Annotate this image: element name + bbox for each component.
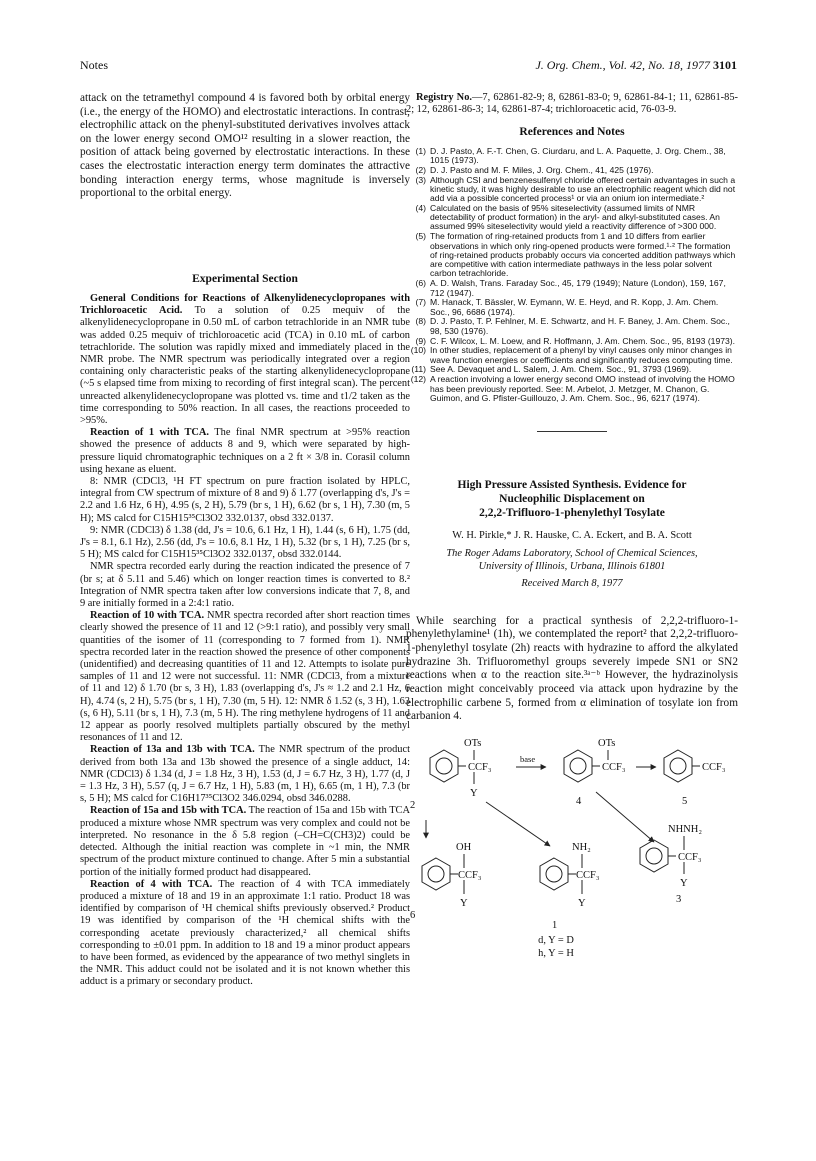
- label-ccf3-2: CCF₃: [468, 762, 492, 774]
- reference-item: [406, 147, 738, 166]
- references-title: References and Notes: [519, 126, 625, 139]
- reference-item: [406, 346, 738, 365]
- benzene-ring-3: [640, 840, 668, 872]
- label-y-3: Y: [680, 878, 688, 890]
- reference-number: (4): [415, 202, 426, 213]
- reference-item: [406, 166, 738, 175]
- benzene-ring-5: [664, 750, 692, 782]
- reference-text: D. J. Pasto and M. F. Miles, J. Org. Chem., 41, 425 (1976).: [430, 164, 654, 175]
- references-list: [406, 147, 738, 404]
- reference-number: (8): [415, 316, 426, 327]
- label-ccf3-5: CCF₃: [702, 762, 726, 774]
- reference-item: [406, 317, 738, 336]
- experimental-paragraph: [80, 610, 410, 744]
- reference-number: (9): [415, 335, 426, 346]
- experimental-paragraph: [80, 293, 410, 427]
- reference-text: M. Hanack, T. Bässler, W. Eymann, W. E. Heyd, and R. Kopp, J. Am. Chem. Soc., 96, 6686 (1974).: [430, 297, 719, 317]
- paragraph-text: To a solution of 0.25 mequiv of the alkenylidenecyclopropane in 0.50 mL of carbon tetrachloride in an NMR tube was added 0.25 mequiv of trichloroacetic acid (TCA) in 0.10 mL of carbon tetrachloride. The solution was rapidly mixed and immediately placed in the NMR probe. The NMR spectrum was periodically integrated over a region containing only characteristic peaks of the starting alkenylidenecyclopropane (~5 s elapsed time from mixing to recording of first integral scan). The percent unreacted alkenylidenecyclopropane was plotted vs. time and t1/2 taken as the time corresponding to 50% reaction. In all cases, the reactions proceeded to >95%.: [80, 305, 410, 426]
- benzene-ring-2: [430, 750, 458, 782]
- reference-number: (10): [410, 345, 426, 356]
- reference-item: [406, 375, 738, 403]
- reference-number: (12): [410, 374, 426, 385]
- paragraph-text: The final NMR spectrum at >95% reaction showed the presence of adducts 8 and 9, which were separated by high-pressure liquid chromatographic techniques on a 2 ft × 3/8 in. Corasil column using hexane as eluent.: [80, 427, 410, 475]
- experimental-section-title: Experimental Section: [192, 272, 298, 285]
- experimental-paragraph: [80, 805, 410, 878]
- reference-text: C. F. Wilcox, L. M. Loew, and R. Hoffmann, J. Am. Chem. Soc., 95, 8193 (1973).: [430, 335, 736, 346]
- label-nh2-1: NH₂: [572, 842, 591, 854]
- label-oh-6: OH: [456, 842, 472, 854]
- article-divider: [537, 431, 607, 432]
- registry-label: Registry No.: [416, 92, 472, 103]
- running-header-left: Notes: [80, 58, 108, 72]
- experimental-paragraphs: [80, 293, 410, 989]
- registry-text: —7, 62861-82-9; 8, 62861-83-0; 9, 62861-84-1; 11, 62861-85-2; 12, 62861-86-3; 14, 62861-87-4; trichloroacetic acid, 76-03-9.: [406, 92, 738, 116]
- reference-item: [406, 298, 738, 317]
- reference-number: (3): [415, 174, 426, 185]
- article-authors: W. H. Pirkle,* J. R. Hauske, C. A. Eckert, and B. A. Scott: [452, 530, 692, 542]
- benzene-ring-6: [422, 858, 450, 890]
- label-ots-4: OTs: [598, 738, 616, 750]
- legend-line: d, Y = D: [538, 935, 574, 947]
- reference-text: D. J. Pasto, T. P. Fehlner, M. E. Schwartz, and H. F. Baney, J. Am. Chem. Soc., 98, 530 (1976).: [430, 316, 730, 336]
- paragraph-text: The reaction of 15a and 15b with TCA produced a mixture whose NMR spectrum was very complex and could not be interpreted. No resonance in the δ 5.8 region (–CH=C(CH3)2) could be detected. Although the initial reaction was complete in ~1 min, the NMR spectrum of the product mixture continued to change. After 5 min a substantial portion of the initially formed product had disappeared.: [80, 805, 410, 878]
- article-title-line: High Pressure Assisted Synthesis. Evidence for: [457, 479, 687, 492]
- reaction-arrow-4-to-3: [596, 792, 654, 842]
- article-title-line: Nucleophilic Displacement on: [499, 493, 645, 506]
- paragraph-text: NMR spectra recorded early during the reaction indicated the presence of 7 (br s; at δ 5.11 and 5.46) which on longer reaction times is converted to 8.² Integration of NMR spectra taken after low conversions indicate that 7, 8, and 9 are initially formed in a 2:4:1 ratio.: [80, 561, 410, 610]
- label-nhnh2-3: NHNH₂: [668, 824, 702, 836]
- label-ots-2: OTs: [464, 738, 482, 750]
- paragraph-text: 8: NMR (CDCl3, ¹H FT spectrum on pure fraction isolated by HPLC, integral from CW spectrum of mixture of 8 and 9) δ 1.77 (overlapping d's, J's = 2.2 and 1.6 Hz, 6 H), 4.95 (s, 2 H), 5.79 (br s, 1 H), 6.62 (br s, 1 H), 7.30 (m, 5 H); MS calcd for C15H15³⁵Cl3O2 332.0137, obsd 332.0137.: [80, 476, 410, 524]
- benzene-ring-4: [564, 750, 592, 782]
- paragraph-text: NMR spectra recorded after short reaction times clearly showed the presence of 11 and 12 (>9:1 ratio), and possibly very small quantities of the isomer of 11 (corresponding to 7 formed from 1). NMR spectra recorded later in the reaction showed the presence of other components (unidentified) and decreasing quantities of 11 and 12. Attempts to isolate pure samples of 11 and 12 were not successful. 11: NMR (CDCl3, from a mixture of 11 and 12) δ 1.70 (br s, 3 H), 1.83 (overlapping d's, J's ≈ 1.2 and 2.1 Hz, 6 H), 4.74 (s, 2 H), 5.75 (br s, 1 H), 7.30 (m, 5 H). 12: NMR δ 1.52 (s, 3 H), 1.63 (s, 6 H), 5.11 (br s, 1 H), 7.3 (m, 5 H). The ring methylene hydrogens of 11 and 12 appear as poorly resolved multiplets partially obscured by the methyl resonances of 11 and 12.: [80, 610, 410, 744]
- reference-number: (2): [415, 164, 426, 175]
- article-title-line: 2,2,2-Trifluoro-1-phenylethyl Tosylate: [479, 507, 665, 520]
- reference-number: (6): [415, 278, 426, 289]
- intro-paragraph: attack on the tetramethyl compound 4 is favored both by orbital energy (i.e., the energy of the HOMO) and electrostatic interactions. In contrast, electrophilic attack on the phenyl-substituted derivatives involves attack on the lower energy second OMO¹² resulting in a slower reaction, the position of attack being governed by electrostatic interactions. In these cases the electrostatic interaction energy term dominates the attractive bonding interaction energy terms, whose magnitude is inversely proportional to the orbital energy.: [80, 92, 410, 200]
- affiliation-line: University of Illinois, Urbana, Illinois 61801: [478, 560, 666, 572]
- paragraph-text: The NMR spectrum of the product derived from both 13a and 13b showed the presence of a single adduct, 14: NMR (CDCl3) δ 1.34 (d, J = 1.8 Hz, 3 H), 1.53 (d, J = 6.7 Hz, 3 H), 1.77 (d, J = 1.3 Hz, 3 H), 5.57 (q, J = 6.7 Hz, 1 H), 5.83 (m, 1 H), 6.65 (m, 1 H), 7.3 (br s, 5 H); MS calcd for C16H17³⁵Cl3O2 346.0294, obsd 346.0288.: [80, 744, 410, 805]
- reference-number: (1): [415, 145, 426, 156]
- benzene-ring-1: [540, 858, 568, 890]
- experimental-paragraph: [80, 879, 410, 989]
- label-num-4: 4: [576, 796, 582, 808]
- paragraph-runin-heading: Reaction of 13a and 13b with TCA.: [90, 744, 255, 756]
- article-body: While searching for a practical synthesis of 2,2,2-trifluoro-1-phenylethylamine¹ (1h), we contemplated the report² that 2,2,2-trifluoro-1-phenylethyl tosylate (2h) reacts with hydrazine to afford the alkylated hydrazine 3h. Trifluoromethyl groups severely impede SN1 or SN2 reactions when α to the reaction site.³ᵃ⁻ᵇ However, the hydrazinolysis reaction might conceivably proceed via attack upon hydrazine by the electrophilic carbene 5, formed from α elimination of tosylate ion from carbanion 4.: [406, 614, 738, 723]
- page-number: 3101: [713, 58, 737, 72]
- paragraph-runin-heading: Reaction of 1 with TCA.: [90, 427, 209, 439]
- label-num-1: 1: [552, 920, 558, 932]
- reference-number: (5): [415, 231, 426, 242]
- experimental-paragraph: [80, 525, 410, 562]
- label-num-3: 3: [676, 894, 682, 906]
- paragraph-text: The reaction of 4 with TCA immediately produced a mixture of 18 and 19 in an approximate 1:1 ratio. Product 18 was identified by comparison of ¹H chemical shifts previously observed.² Product 19 was identified by comparison of the ¹H chemical shifts with the corresponding acetate previously characterized,² all chemical shifts corresponding to ±0.01 ppm. In addition to 18 and 19 a minor product appears to have been formed, as evidenced by the appearance of two methyl singlets in the NMR. This adduct could not be isolated and it is not known whether this adduct is a primary or secondary product.: [80, 878, 410, 988]
- running-header-right: [535, 58, 737, 73]
- received-date: Received March 8, 1977: [521, 578, 623, 590]
- reference-item: [406, 232, 738, 278]
- experimental-paragraph: [80, 427, 410, 476]
- article-title: [406, 478, 738, 520]
- label-y-2: Y: [470, 788, 478, 800]
- label-num-6: 6: [410, 910, 416, 922]
- experimental-paragraph: [80, 744, 410, 805]
- paragraph-runin-heading: Reaction of 15a and 15b with TCA.: [90, 805, 247, 817]
- journal-volume: Vol. 42, No. 18, 1977: [608, 58, 710, 72]
- paragraph-runin-heading: General Conditions for Reactions of Alkenylidenecyclopropanes with Trichloroacetic Acid.: [80, 292, 410, 317]
- experimental-paragraph: [80, 561, 410, 610]
- paragraph-runin-heading: Reaction of 10 with TCA.: [90, 610, 205, 622]
- paragraph-text: 9: NMR (CDCl3) δ 1.38 (dd, J's = 10.6, 6.1 Hz, 1 H), 1.44 (s, 6 H), 1.75 (dd, J's = 8.1, 6.1 Hz), 2.56 (dd, J's = 10.6, 8.1 Hz, 1 H), 5.32 (br s, 1 H), 7.25 (br s, 5 H); MS calcd for C15H15³⁵Cl3O2 332.0137, obsd 332.0144.: [80, 524, 410, 561]
- reference-text: In other studies, replacement of a phenyl by vinyl causes only minor changes in wave function energies or coefficients and significantly reduces computing time.: [430, 345, 733, 365]
- reference-item: [406, 204, 738, 232]
- reference-text: A reaction involving a lower energy second OMO instead of involving the HOMO has been previously reported. See: M. Arbelot, J. Metzger, M. Chanon, G. Guimon, and G. Pfister-Guillouzo, J. Am. Chem. Soc., 96, 6217 (1974).: [430, 374, 735, 403]
- journal-name: J. Org. Chem.,: [535, 58, 606, 72]
- legend-line: h, Y = H: [538, 948, 574, 960]
- label-num-5: 5: [682, 796, 688, 808]
- label-ccf3-1: CCF₃: [576, 870, 600, 882]
- reference-text: Calculated on the basis of 95% siteselectivity (assumed limits of NMR detectability of product formation) in the aryl- and alkyl-substituted cases. An assumed 99% siteselectivity would yield a reactivity difference of >300 000.: [430, 202, 720, 232]
- reference-text: A. D. Walsh, Trans. Faraday Soc., 45, 179 (1949); Nature (London), 159, 167, 712 (1947).: [430, 278, 726, 298]
- reference-item: [406, 279, 738, 298]
- left-column: [80, 92, 410, 989]
- article-affiliation: [406, 548, 738, 573]
- reference-item: [406, 176, 738, 204]
- label-ccf3-3: CCF₃: [678, 852, 702, 864]
- label-num-2: 2: [410, 800, 416, 812]
- label-ccf3-4: CCF₃: [602, 762, 626, 774]
- reaction-arrow-2-to-1: [486, 802, 550, 846]
- paragraph-runin-heading: Reaction of 4 with TCA.: [90, 878, 213, 890]
- reference-text: See A. Devaquet and L. Salem, J. Am. Chem. Soc., 91, 3793 (1969).: [430, 364, 692, 375]
- reference-text: Although CSI and benzenesulfenyl chloride offered certain advantages in such a kinetic study, it was highly desirable to use an electrophilic reagent which did not add via a possible concerted process¹ or via an onium ion intermediate.²: [430, 174, 736, 204]
- label-ccf3-6: CCF₃: [458, 870, 482, 882]
- reference-text: The formation of ring-retained products from 1 and 10 differs from earlier observations in which only ring-opened products were formed.¹·² The formation of ring-retained products probably occurs via concerted addition pathways which are competitive with cation intermediate pathways in the less polar solvent carbon tetrachloride.: [430, 231, 736, 279]
- label-base: base: [520, 754, 536, 765]
- reference-number: (11): [411, 364, 426, 375]
- right-column: [406, 92, 738, 974]
- scheme-legend: [406, 934, 706, 960]
- reference-text: D. J. Pasto, A. F.-T. Chen, G. Ciurdaru, and L. A. Paquette, J. Org. Chem., 38, 1015 (1973).: [430, 145, 726, 165]
- affiliation-line: The Roger Adams Laboratory, School of Chemical Sciences,: [446, 548, 698, 560]
- benzene-circle-2: [436, 758, 452, 774]
- reference-number: (7): [415, 297, 426, 308]
- reaction-scheme: [406, 734, 738, 974]
- label-y-6: Y: [460, 898, 468, 910]
- experimental-paragraph: [80, 476, 410, 525]
- label-y-1: Y: [578, 898, 586, 910]
- registry-numbers: [406, 92, 738, 116]
